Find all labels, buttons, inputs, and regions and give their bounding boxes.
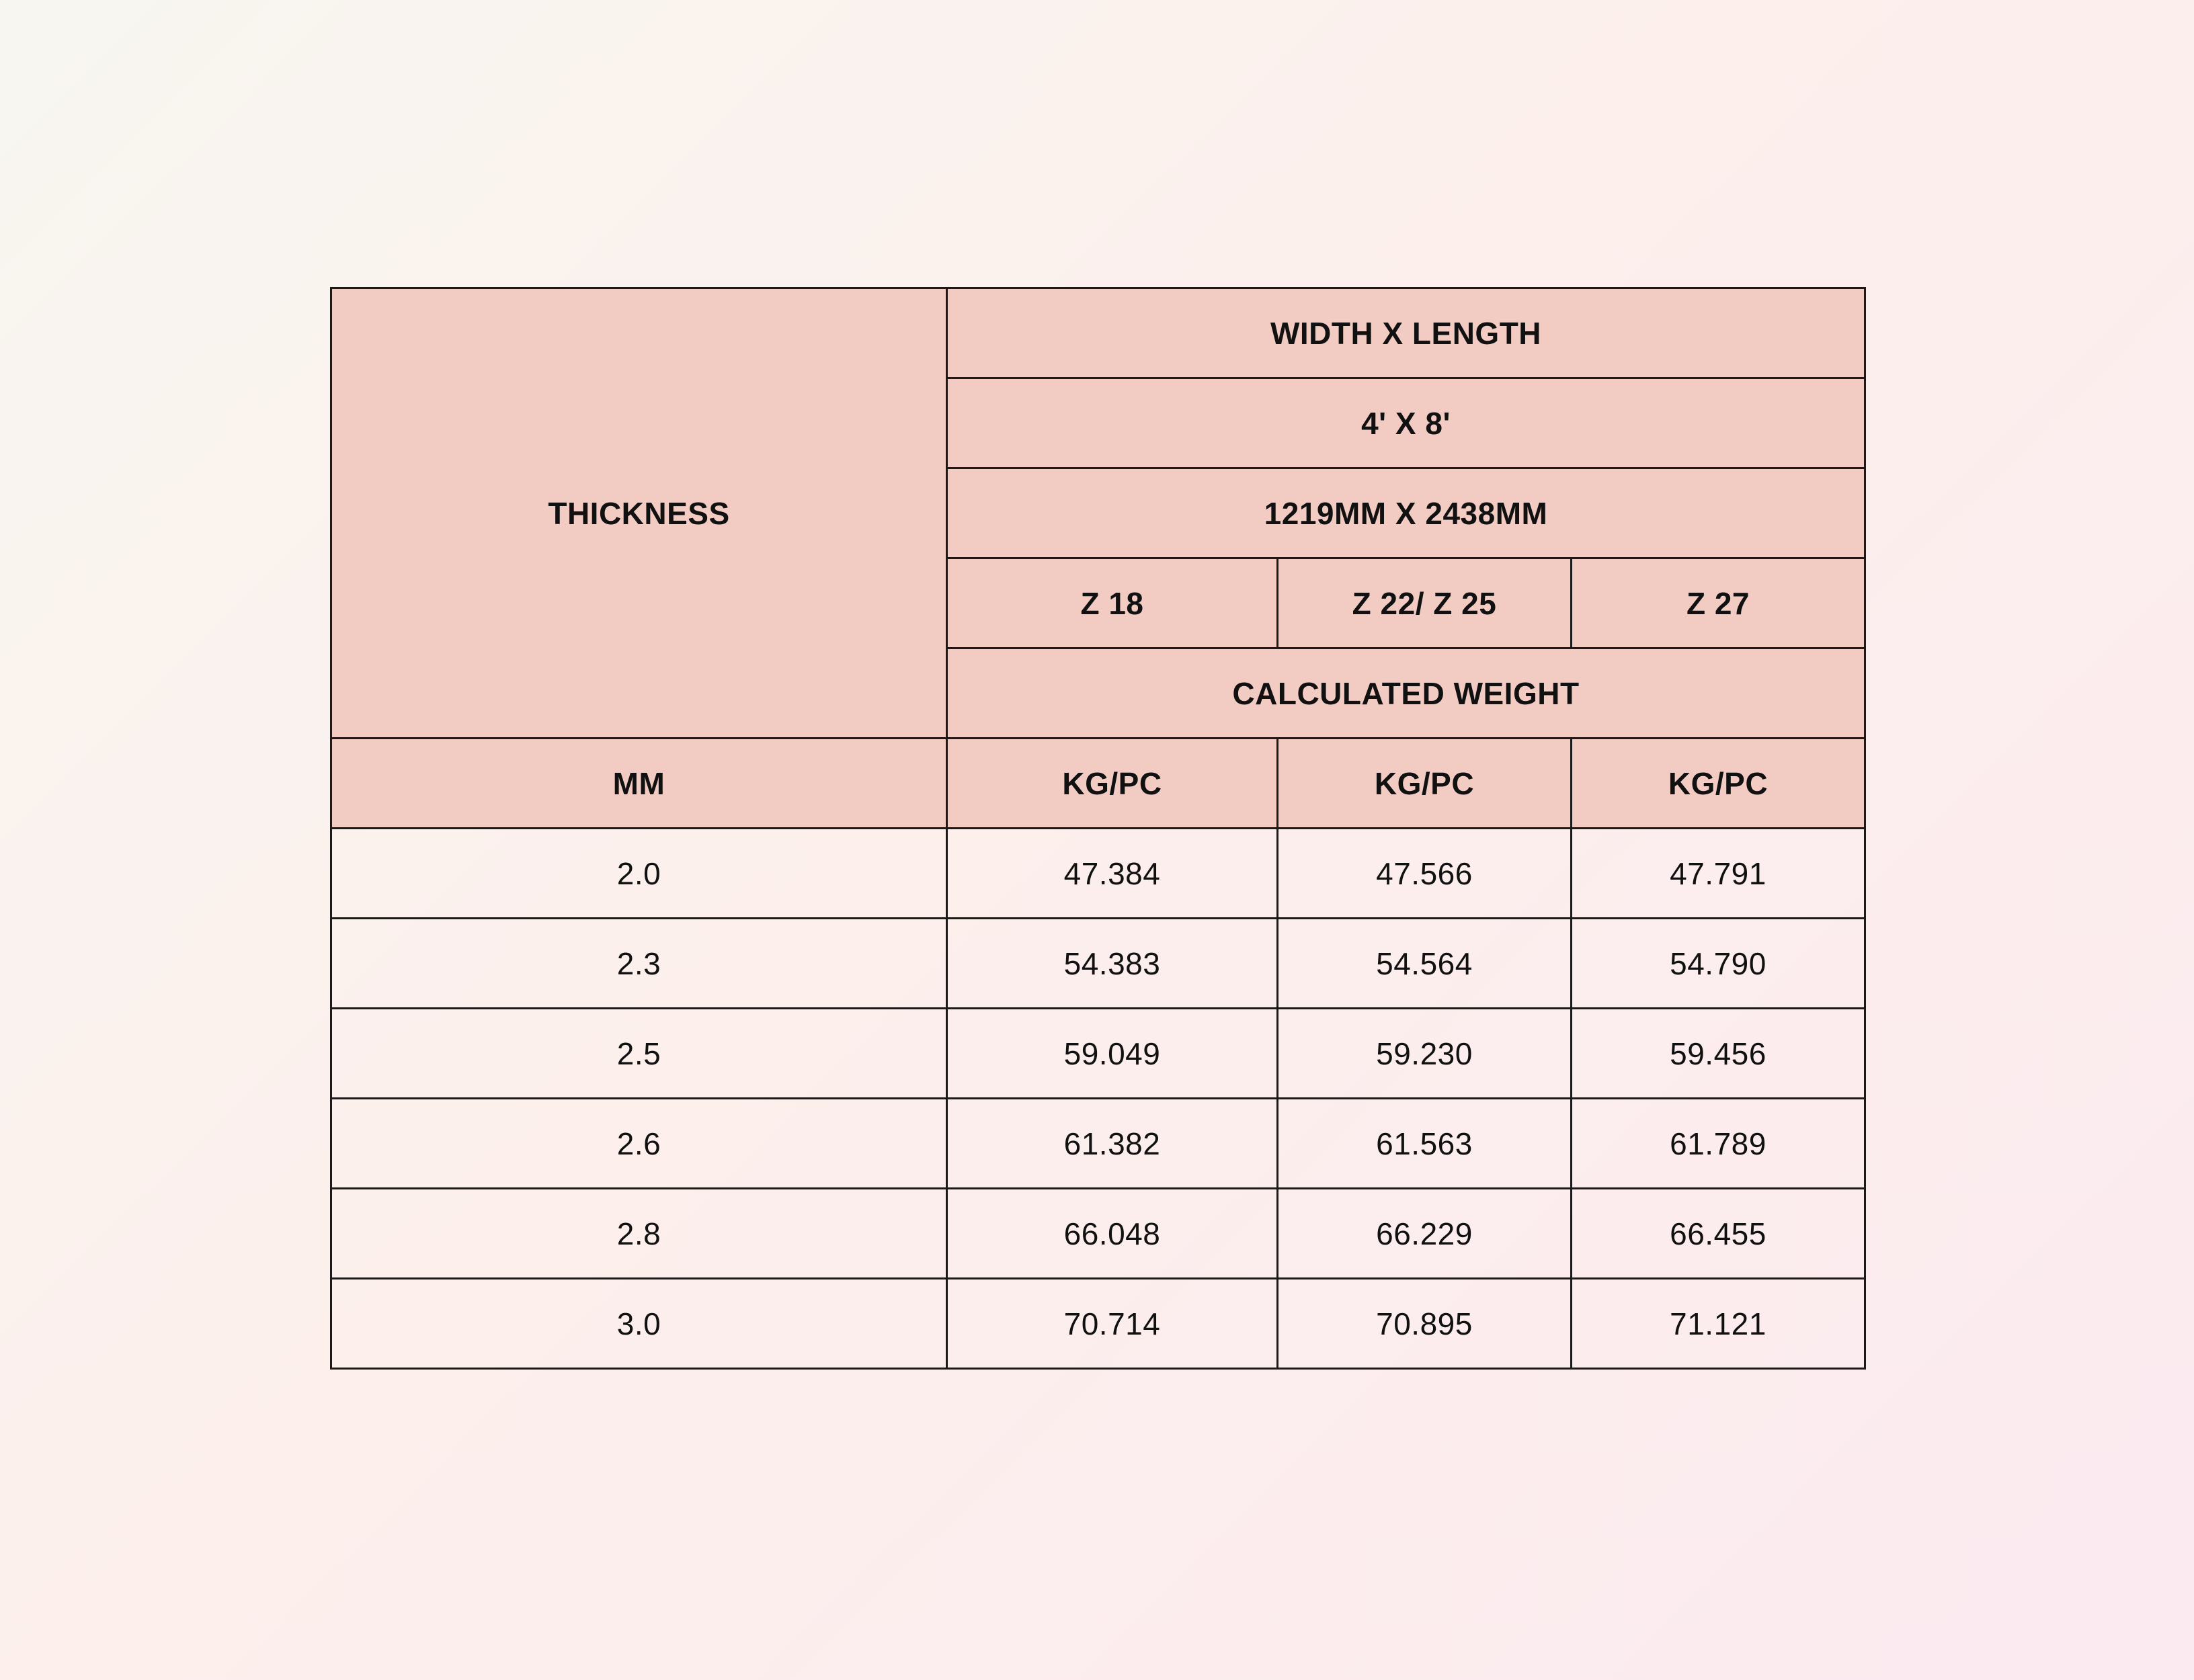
width-length-header: WIDTH X LENGTH [947, 288, 1865, 378]
thickness-cell: 2.8 [331, 1189, 947, 1279]
weight-cell-z27: 61.789 [1572, 1099, 1865, 1189]
thickness-header: THICKNESS [331, 288, 947, 739]
table-row [331, 919, 1865, 1009]
thickness-cell: 2.3 [331, 919, 947, 1009]
size-mm-header: 1219MM X 2438MM [947, 468, 1865, 558]
table-row [331, 1189, 1865, 1279]
weight-cell-z27: 59.456 [1572, 1009, 1865, 1099]
grade-header-z27: Z 27 [1572, 558, 1865, 648]
weight-cell-z18: 70.714 [947, 1279, 1278, 1369]
thickness-cell: 2.6 [331, 1099, 947, 1189]
weight-table [330, 287, 1866, 1370]
weight-cell-z22-z25: 70.895 [1278, 1279, 1572, 1369]
weight-cell-z18: 59.049 [947, 1009, 1278, 1099]
table-row [331, 1279, 1865, 1369]
weight-cell-z22-z25: 54.564 [1278, 919, 1572, 1009]
unit-header-mm: MM [331, 739, 947, 829]
grade-header-z18: Z 18 [947, 558, 1278, 648]
weight-cell-z18: 47.384 [947, 829, 1278, 919]
weight-cell-z22-z25: 61.563 [1278, 1099, 1572, 1189]
table-row [331, 1009, 1865, 1099]
unit-header-kgpc: KG/PC [1572, 739, 1865, 829]
grade-header-z22-z25: Z 22/ Z 25 [1278, 558, 1572, 648]
weight-cell-z22-z25: 47.566 [1278, 829, 1572, 919]
table-row [331, 829, 1865, 919]
unit-header-kgpc: KG/PC [947, 739, 1278, 829]
unit-header-kgpc: KG/PC [1278, 739, 1572, 829]
weight-cell-z22-z25: 59.230 [1278, 1009, 1572, 1099]
weight-cell-z18: 54.383 [947, 919, 1278, 1009]
unit-row [331, 739, 1865, 829]
calculated-weight-header: CALCULATED WEIGHT [947, 648, 1865, 739]
weight-table-container [330, 287, 1864, 1370]
weight-cell-z27: 71.121 [1572, 1279, 1865, 1369]
table-row [331, 1099, 1865, 1189]
weight-cell-z22-z25: 66.229 [1278, 1189, 1572, 1279]
weight-cell-z18: 66.048 [947, 1189, 1278, 1279]
weight-cell-z27: 47.791 [1572, 829, 1865, 919]
weight-cell-z18: 61.382 [947, 1099, 1278, 1189]
weight-cell-z27: 54.790 [1572, 919, 1865, 1009]
header-row-1 [331, 288, 1865, 378]
thickness-cell: 3.0 [331, 1279, 947, 1369]
weight-cell-z27: 66.455 [1572, 1189, 1865, 1279]
thickness-cell: 2.5 [331, 1009, 947, 1099]
thickness-cell: 2.0 [331, 829, 947, 919]
size-ft-header: 4' X 8' [947, 378, 1865, 468]
